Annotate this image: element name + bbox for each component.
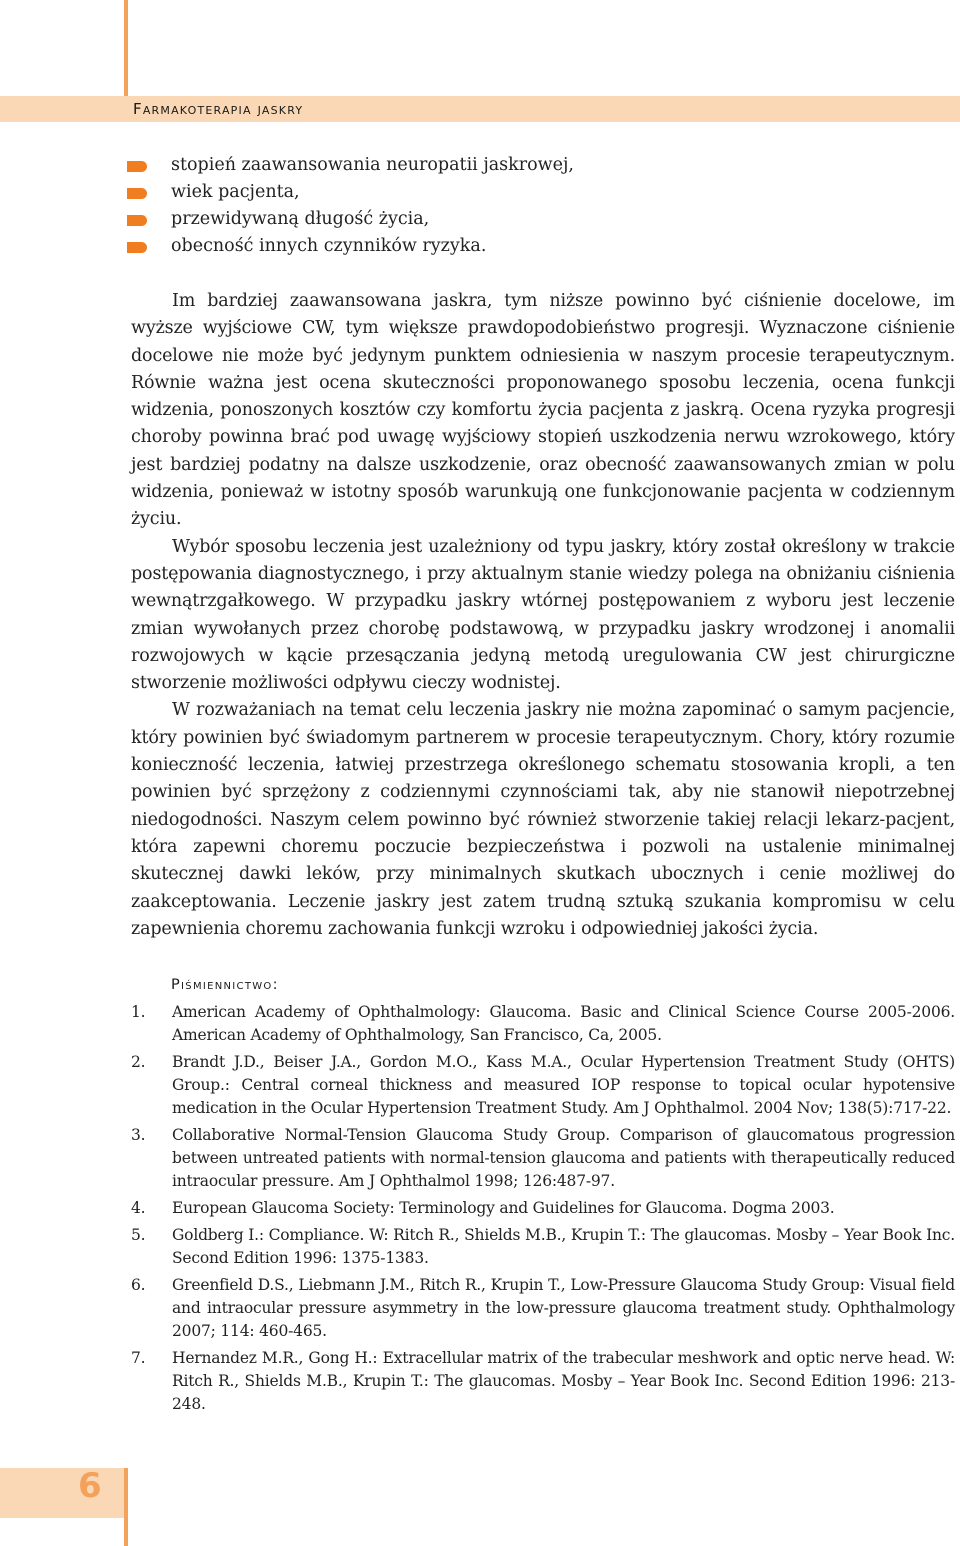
- bullet-list: [127, 152, 827, 260]
- reference-item: 6. Greenfield D.S., Liebmann J.M., Ritch R., Krupin T., Low-Pressure Glaucoma Study Group: Visual field and intraocular pressure asymmetry in the low-pressure glaucoma treatment study. Ophthalmology 2007; 114: 460-465.: [131, 1276, 955, 1340]
- paragraph: Im bardziej zaawansowana jaskra, tym niższe powinno być ciśnienie docelowe, im wyższe wyjściowe CW, tym większe prawdopodobieństwo progresji. Wyznaczone ciśnienie docelowe nie może być jedynym punktem odniesienia w naszym procesie terapeutycznym. Równie ważna jest ocena skuteczności proponowanego sposobu leczenia, ocena funkcji widzenia, ponoszonych kosztów czy komfortu życia pacjenta z jaskrą. Ocena ryzyka progresji choroby powinna brać pod uwagę wyjściowy stopień uszkodzenia nerwu wzrokowego, który jest bardziej podatny na dalsze uszkodzenie, oraz obecność zaawansowanych zmian w polu widzenia, ponieważ w istotny sposób warunkują one funkcjonowanie pacjenta w codziennym życiu.: [131, 291, 955, 530]
- bullet-item: obecność innych czynników ryzyka.: [127, 233, 827, 260]
- reference-item: 1. American Academy of Ophthalmology: Glaucoma. Basic and Clinical Science Course 2005-2006. American Academy of Ophthalmology, San Francisco, Ca, 2005.: [131, 1003, 955, 1044]
- reference-item: 3. Collaborative Normal-Tension Glaucoma Study Group. Comparison of glaucomatous progression between untreated patients with normal-tension glaucoma and patients with therapeutically reduced intraocular pressure. Am J Ophthalmol 1998; 126:487-97.: [131, 1126, 955, 1190]
- paragraph: Wybór sposobu leczenia jest uzależniony od typu jaskry, który został określony w trakcie postępowania diagnostycznego, i przy aktualnym stanie wiedzy polega na obniżaniu ciśnienia wewnątrzgałkowego. W przypadku jaskry wtórnej postępowaniem z wyboru jest leczenie zmian wywołanych przez chorobę podstawową, w przypadku jaskry wrodzonej i anomalii rozwojowych w kącie przesączania jedyną metodą uregulowania CW jest chirurgiczne stworzenie możliwości odpływu cieczy wodnistej.: [131, 536, 955, 694]
- reference-item: 7. Hernandez M.R., Gong H.: Extracellular matrix of the trabecular meshwork and optic nerve head. W: Ritch R., Shields M.B., Krupin T.: The glaucomas. Mosby – Year Book Inc. Second Edition 1996: 213-248.: [131, 1349, 955, 1413]
- page-number: 6: [78, 1466, 102, 1506]
- reference-item: 5. Goldberg I.: Compliance. W: Ritch R., Shields M.B., Krupin T.: The glaucomas. Mosby – Year Book Inc. Second Edition 1996: 1375-1383.: [131, 1226, 955, 1267]
- paragraph: W rozważaniach na temat celu leczenia jaskry nie można zapominać o samym pacjencie, który powinien być świadomym partnerem w procesie terapeutycznym. Chory, który rozumie konieczność leczenia, łatwiej przestrzega określonego schematu stosowania kropli, a ten powinien być sprzężony z codziennymi czynnościami tak, aby nie stanowił niepotrzebnej niedogodności. Naszym celem powinno być również stworzenie takiej relacji lekarz-pacjent, która zapewni choremu poczucie bezpieczeństwa i pozwoli na ustalenie minimalnej skutecznej dawki leków, przy minimalnych skutkach ubocznych i cenie możliwej do zaakceptowania. Leczenie jaskry jest zatem trudną sztuką szukania kompromisu w celu zapewnienia choremu zachowania funkcji wzroku i odpowiedniej jakości życia.: [131, 700, 955, 939]
- references-heading: Piśmiennictwo:: [171, 977, 279, 993]
- bullet-item: przewidywaną długość życia,: [127, 206, 827, 233]
- bullet-marker-icon: [127, 188, 147, 199]
- bottom-margin-rule: [124, 1468, 128, 1546]
- running-header-title: Farmakoterapia jaskry: [133, 100, 304, 118]
- page-number-box: [0, 1468, 124, 1518]
- references-list: [131, 1001, 955, 1420]
- body-text: [131, 288, 955, 943]
- bullet-marker-icon: [127, 161, 147, 172]
- bullet-item: stopień zaawansowania neuropatii jaskrowej,: [127, 152, 827, 179]
- bullet-item: wiek pacjenta,: [127, 179, 827, 206]
- reference-item: 4. European Glaucoma Society: Terminology and Guidelines for Glaucoma. Dogma 2003.: [131, 1199, 835, 1217]
- bullet-marker-icon: [127, 215, 147, 226]
- top-margin-rule: [124, 0, 128, 96]
- bullet-marker-icon: [127, 242, 147, 253]
- reference-item: 2. Brandt J.D., Beiser J.A., Gordon M.O., Kass M.A., Ocular Hypertension Treatment Study (OHTS) Group.: Central corneal thickness and measured IOP response to topical ocular hypotensive medication in the Ocular Hypertension Treatment Study. Am J Ophthalmol. 2004 Nov; 138(5):717-22.: [131, 1053, 955, 1117]
